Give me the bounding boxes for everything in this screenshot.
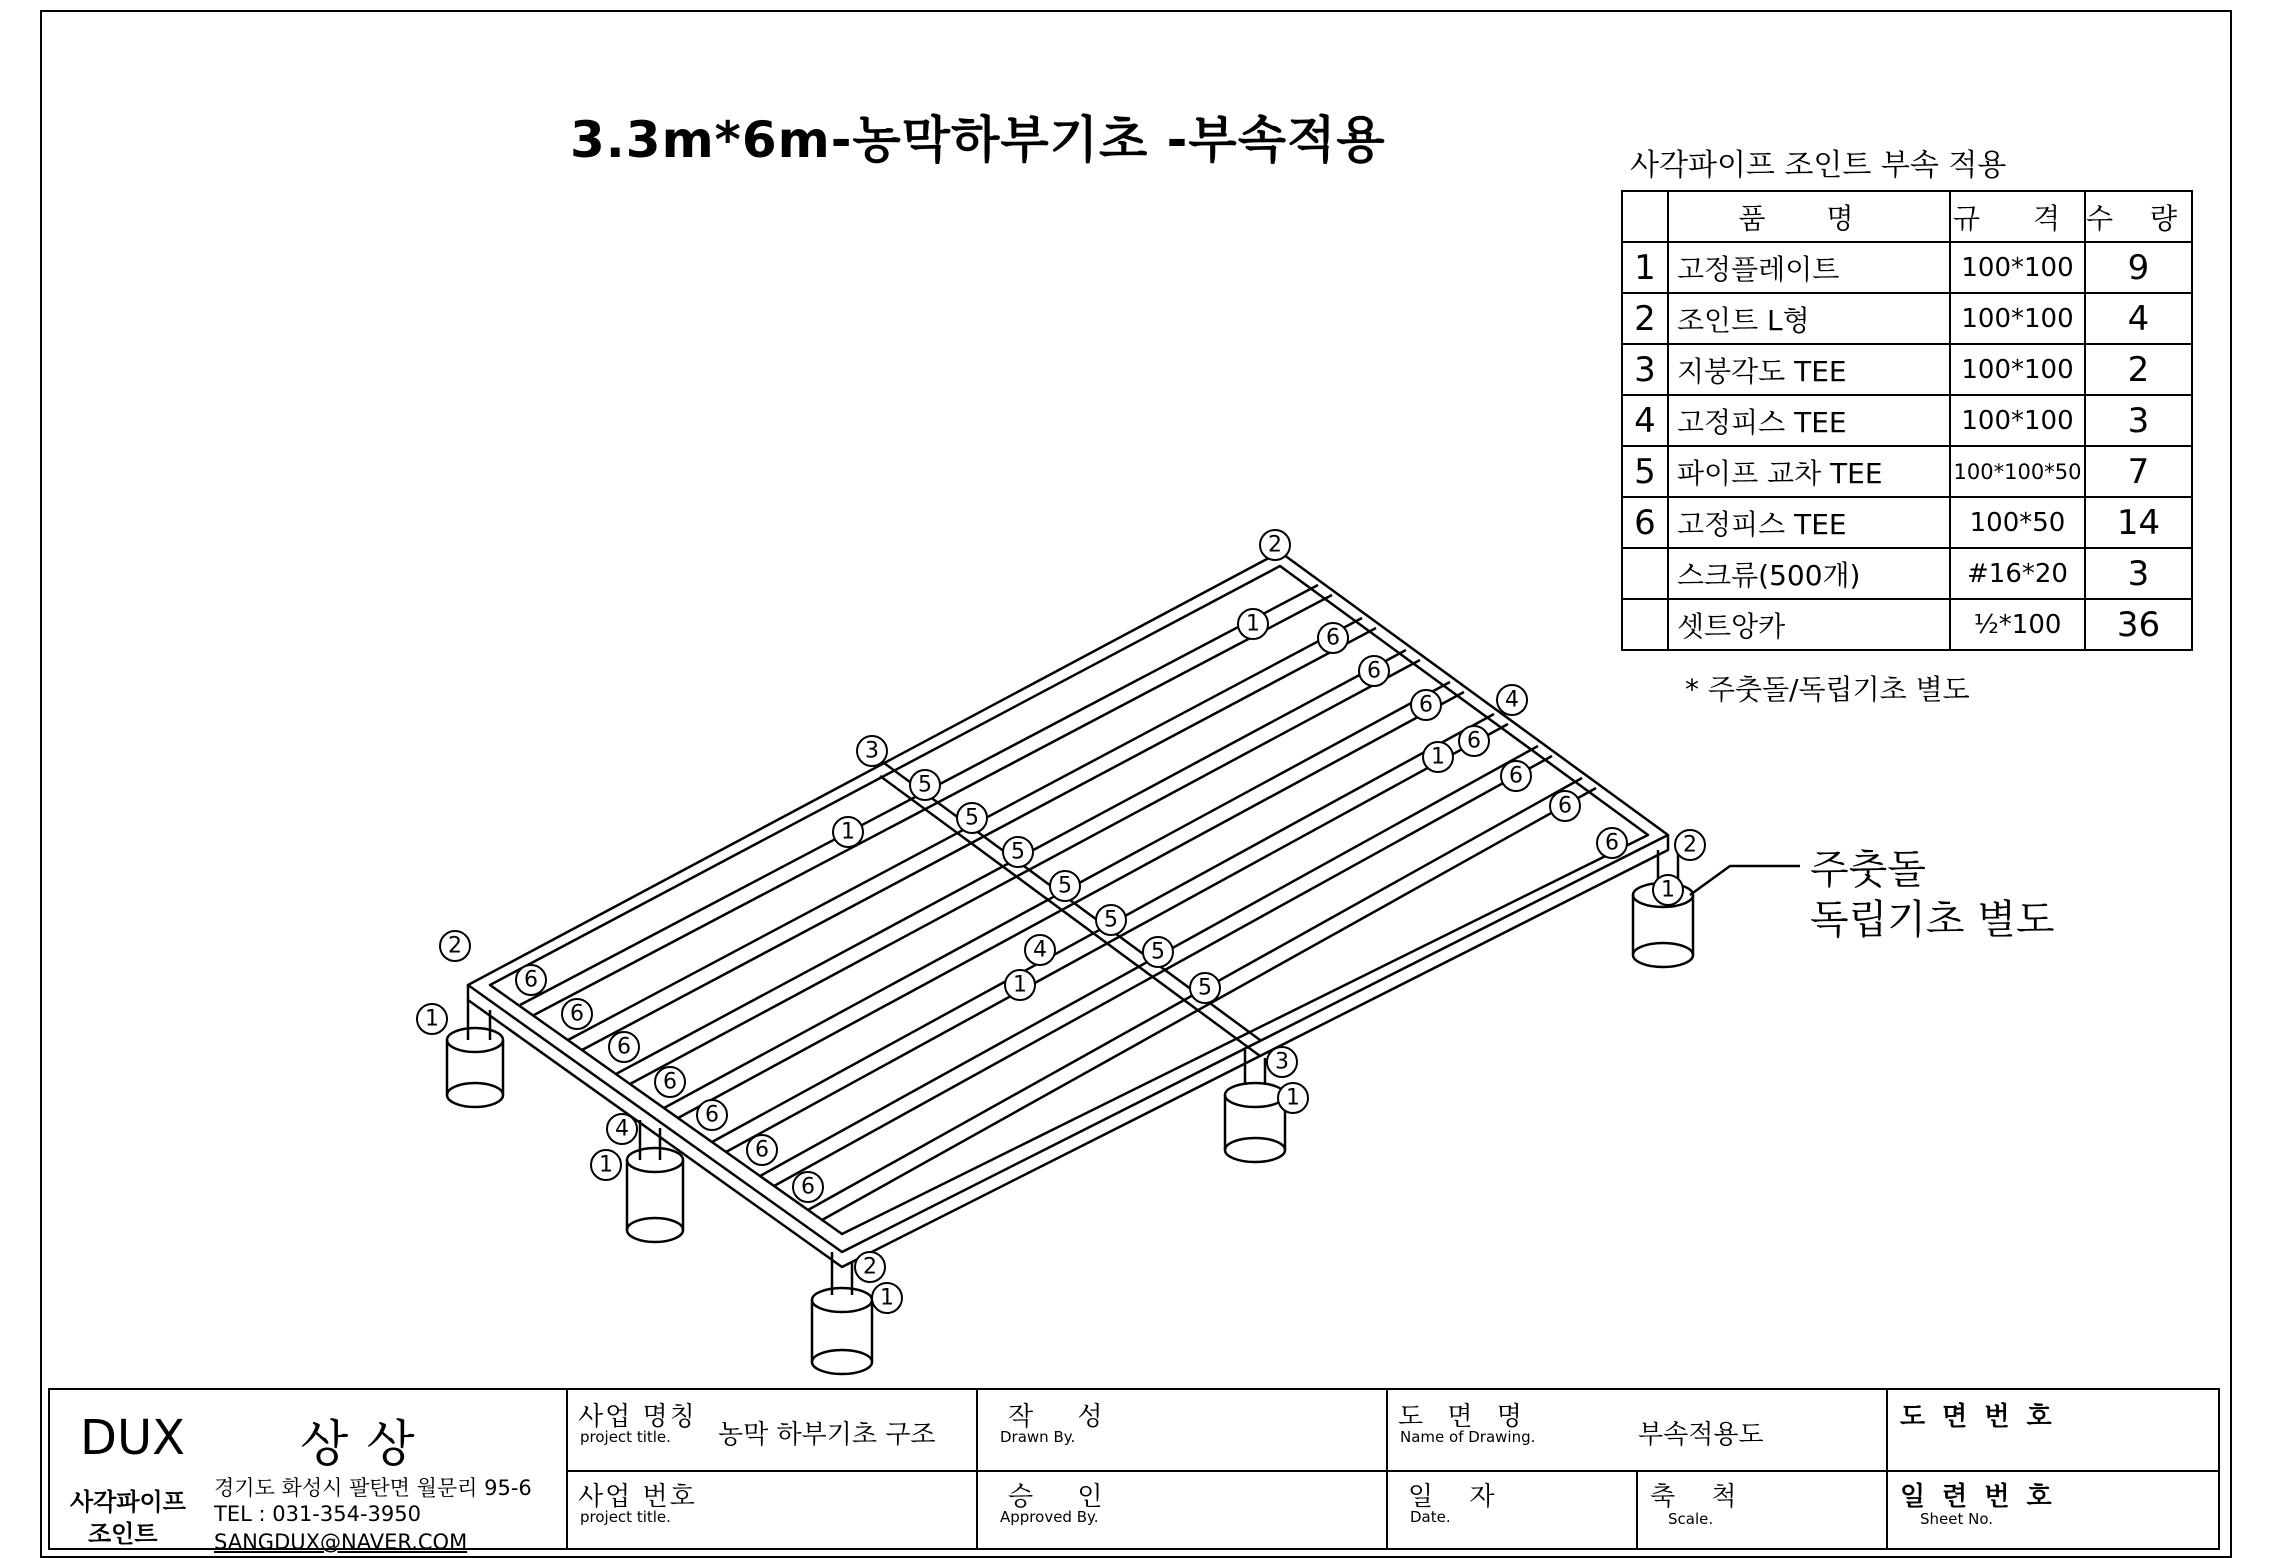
svg-text:6: 6 (755, 1137, 769, 1163)
bom-row-no: 6 (1622, 497, 1668, 548)
svg-text:6: 6 (1367, 658, 1381, 684)
drawn-approved-cell (978, 1390, 1388, 1548)
date-label-en: Date. (1410, 1508, 1451, 1526)
svg-text:2: 2 (863, 1254, 877, 1280)
foundation-callout-line1: 주춧돌 (1810, 847, 1926, 893)
balloon-2 (1260, 530, 1290, 560)
svg-text:6: 6 (1467, 728, 1481, 754)
sheet-number-label-en: Sheet No. (1920, 1510, 1994, 1528)
svg-text:5: 5 (1011, 839, 1025, 865)
bom-row-qty: 3 (2085, 548, 2192, 599)
project-cell (568, 1390, 978, 1548)
product-line-2: 조인트 (88, 1520, 158, 1548)
svg-text:1: 1 (1013, 972, 1027, 998)
bom-header-name: 품 명 (1668, 191, 1950, 242)
bom-row-spec: 100*100 (1950, 293, 2085, 344)
bom-row-spec: 100*100 (1950, 242, 2085, 293)
bom-row-name: 파이프 교차 TEE (1668, 446, 1950, 497)
svg-text:6: 6 (1419, 692, 1433, 718)
svg-text:1: 1 (1661, 877, 1675, 903)
drawing-name-label-en: Name of Drawing. (1400, 1428, 1536, 1446)
svg-text:5: 5 (918, 772, 932, 798)
svg-text:5: 5 (1104, 907, 1118, 933)
cross-beam (880, 760, 1260, 1056)
bom-header-spec: 규 격 (1950, 191, 2085, 242)
svg-text:6: 6 (801, 1174, 815, 1200)
svg-text:2: 2 (448, 933, 462, 959)
balloon-6 (609, 1032, 639, 1062)
svg-text:5: 5 (965, 805, 979, 831)
balloon-6 (793, 1172, 823, 1202)
balloon-3 (857, 736, 887, 766)
bom-row-no: 2 (1622, 293, 1668, 344)
balloon-1 (1278, 1083, 1308, 1113)
bom-row-qty: 3 (2085, 395, 2192, 446)
company-email: SANGDUX@NAVER.COM (214, 1530, 468, 1554)
balloon-6 (1411, 690, 1441, 720)
bom-row-qty: 4 (2085, 293, 2192, 344)
svg-text:5: 5 (1058, 873, 1072, 899)
bom-row-spec: 100*100*50 (1950, 446, 2085, 497)
project-name-label-en: project title. (580, 1428, 671, 1446)
balloon-4 (1025, 935, 1055, 965)
bom-row-qty: 9 (2085, 242, 2192, 293)
brand-logo-text: DUX (80, 1410, 185, 1466)
bom-row-name: 셋트앙카 (1668, 599, 1950, 650)
bom-note: * 주춧돌/독립기초 별도 (1685, 673, 1970, 706)
balloon-2 (1675, 830, 1705, 860)
approved-by-label-en: Approved By. (1000, 1508, 1099, 1526)
balloon-1 (591, 1150, 621, 1180)
divider (568, 1470, 976, 1472)
sheet-number-label: 일 련 번 호 (1900, 1482, 2056, 1512)
balloon-6 (747, 1135, 777, 1165)
drawing-name-label: 도 면 명 (1398, 1402, 1530, 1432)
balloon-6 (1318, 623, 1348, 653)
svg-text:1: 1 (1431, 744, 1445, 770)
svg-text:1: 1 (425, 1006, 439, 1032)
bom-row-spec: 100*100 (1950, 395, 2085, 446)
balloon-6 (562, 999, 592, 1029)
svg-text:2: 2 (1268, 532, 1282, 558)
balloon-5 (1096, 905, 1126, 935)
svg-text:1: 1 (880, 1285, 894, 1311)
drawing-name-cell (1388, 1390, 1888, 1548)
svg-text:4: 4 (1033, 937, 1047, 963)
project-no-label-en: project title. (580, 1508, 671, 1526)
svg-text:1: 1 (841, 819, 855, 845)
drawing-name-value: 부속적용도 (1638, 1420, 1764, 1450)
balloon-5 (910, 770, 940, 800)
bom-row-qty: 36 (2085, 599, 2192, 650)
bom-row-no: 4 (1622, 395, 1668, 446)
balloon-6 (697, 1100, 727, 1130)
svg-text:6: 6 (663, 1069, 677, 1095)
balloon-6 (1597, 828, 1627, 858)
date-label: 일 자 (1408, 1482, 1509, 1512)
divider (1636, 1470, 1638, 1548)
scale-label-en: Scale. (1668, 1510, 1714, 1528)
bom-row-spec: 100*100 (1950, 344, 2085, 395)
bom-row-name: 조인트 L형 (1668, 293, 1950, 344)
foundation-callout-line2: 독립기초 별도 (1810, 897, 2055, 943)
balloon-5 (1050, 871, 1080, 901)
svg-text:1: 1 (599, 1152, 613, 1178)
balloon-6 (1459, 726, 1489, 756)
callout-leader-line (1690, 866, 1800, 895)
scale-label: 축 척 (1650, 1482, 1751, 1512)
bom-caption: 사각파이프 조인트 부속 적용 (1630, 148, 2007, 183)
bom-row-name: 스크류(500개) (1668, 548, 1950, 599)
svg-text:6: 6 (1326, 625, 1340, 651)
balloon-1 (872, 1283, 902, 1313)
bom-row-qty: 7 (2085, 446, 2192, 497)
bom-header-qty: 수 량 (2085, 191, 2192, 242)
bom-row-spec: 100*50 (1950, 497, 2085, 548)
svg-text:6: 6 (1605, 830, 1619, 856)
svg-text:4: 4 (1505, 687, 1519, 713)
svg-text:1: 1 (1246, 611, 1260, 637)
drawing-number-label: 도 면 번 호 (1900, 1402, 2056, 1432)
bom-row-name: 고정피스 TEE (1668, 497, 1950, 548)
balloon-4 (1497, 685, 1527, 715)
balloon-2 (855, 1252, 885, 1282)
balloon-3 (1267, 1047, 1297, 1077)
bom-row-no: 3 (1622, 344, 1668, 395)
svg-text:1: 1 (1286, 1085, 1300, 1111)
svg-text:6: 6 (705, 1102, 719, 1128)
bom-row-spec: ½*100 (1950, 599, 2085, 650)
balloon-1 (833, 817, 863, 847)
bom-row-spec: #16*20 (1950, 548, 2085, 599)
balloon-2 (440, 931, 470, 961)
company-name: 상상 (300, 1415, 433, 1473)
svg-text:6: 6 (617, 1034, 631, 1060)
balloon-6 (655, 1067, 685, 1097)
project-no-label: 사업 번호 (578, 1482, 697, 1512)
drawing-number-cell (1888, 1390, 2218, 1548)
balloon-1 (1653, 875, 1683, 905)
balloon-1 (417, 1004, 447, 1034)
company-address: 경기도 화성시 팔탄면 월문리 95-6 (214, 1476, 532, 1500)
svg-text:6: 6 (524, 967, 538, 993)
bom-row-qty: 2 (2085, 344, 2192, 395)
drawing-title: 3.3m*6m-농막하부기초 -부속적용 (570, 111, 1386, 169)
balloon-6 (1501, 761, 1531, 791)
foundation-posts (447, 839, 1693, 1374)
drawn-by-label-en: Drawn By. (1000, 1428, 1076, 1446)
balloon-5 (1143, 937, 1173, 967)
balloon-6 (516, 965, 546, 995)
bom-row-name: 지붕각도 TEE (1668, 344, 1950, 395)
svg-text:6: 6 (570, 1001, 584, 1027)
balloon-1 (1423, 742, 1453, 772)
balloon-4 (607, 1114, 637, 1144)
drawn-by-label: 작 성 (1008, 1402, 1121, 1432)
svg-text:4: 4 (615, 1116, 629, 1142)
company-tel: TEL : 031-354-3950 (214, 1502, 421, 1526)
balloon-5 (1190, 973, 1220, 1003)
bom-row-no: 5 (1622, 446, 1668, 497)
bom-row-name: 고정피스 TEE (1668, 395, 1950, 446)
svg-text:6: 6 (1509, 763, 1523, 789)
product-line-1: 사각파이프 (70, 1488, 186, 1516)
divider (1888, 1470, 2218, 1472)
bom-row-qty: 14 (2085, 497, 2192, 548)
project-name-label: 사업 명칭 (578, 1402, 697, 1432)
balloon-6 (1550, 791, 1580, 821)
svg-text:3: 3 (1275, 1049, 1289, 1075)
svg-text:2: 2 (1683, 832, 1697, 858)
svg-text:3: 3 (865, 738, 879, 764)
bom-row-name: 고정플레이트 (1668, 242, 1950, 293)
balloon-1 (1238, 609, 1268, 639)
svg-text:5: 5 (1198, 975, 1212, 1001)
divider (978, 1470, 1386, 1472)
project-name-value: 농막 하부기초 구조 (718, 1420, 936, 1450)
title-block (48, 1388, 2220, 1554)
balloon-6 (1359, 656, 1389, 686)
balloon-1 (1005, 970, 1035, 1000)
balloon-5 (957, 803, 987, 833)
approved-by-label: 승 인 (1008, 1482, 1121, 1512)
bom-row-no: 1 (1622, 242, 1668, 293)
balloon-5 (1003, 837, 1033, 867)
svg-text:6: 6 (1558, 793, 1572, 819)
company-cell (50, 1390, 568, 1554)
svg-text:5: 5 (1151, 939, 1165, 965)
